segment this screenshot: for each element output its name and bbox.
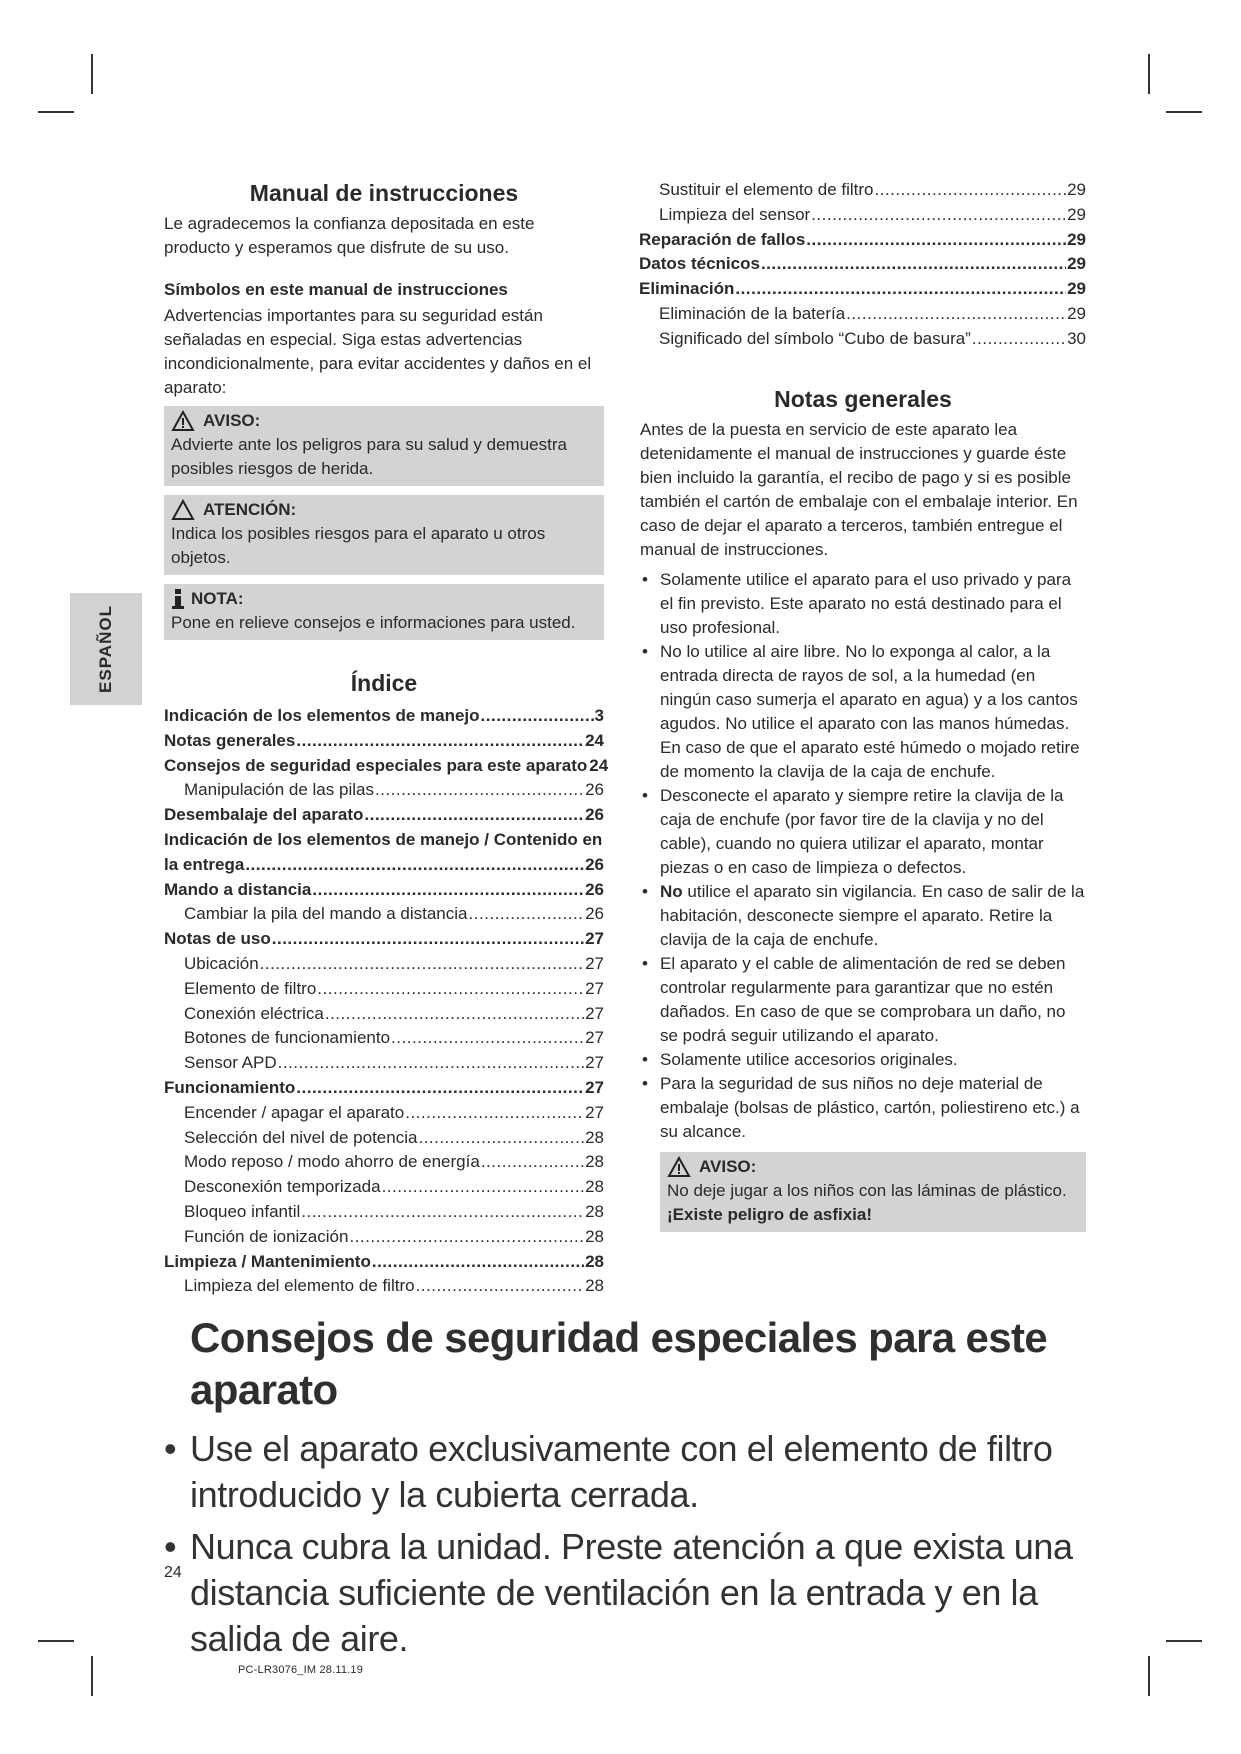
- toc-entry[interactable]: [164, 1225, 604, 1250]
- list-item: • Para la seguridad de sus niños no deje material de embalaje (bolsas de plástico, cartón, poliestireno etc.) a su alcance.: [640, 1072, 1086, 1144]
- toc-entry[interactable]: [164, 1150, 604, 1175]
- list-item: • Solamente utilice accesorios originales.: [640, 1048, 1086, 1072]
- footer-code: PC-LR3076_IM 28.11.19: [238, 1664, 364, 1676]
- toc-leader-dots: [296, 729, 584, 753]
- toc-entry-page: 27: [585, 1077, 604, 1097]
- aviso-box: [164, 406, 604, 486]
- toc-entry[interactable]: [639, 302, 1086, 327]
- atencion-text: Indica los posibles riesgos para el aparato u otros objetos.: [171, 524, 546, 567]
- toc-leader-dots: [481, 1150, 584, 1174]
- toc-entry-label: Botones de funcionamiento: [184, 1028, 391, 1048]
- toc-entry-label: Sustituir el elemento de filtro: [659, 180, 874, 199]
- toc-entry-page: 27: [585, 1053, 604, 1073]
- crop-mark: [1148, 1656, 1150, 1696]
- toc-entry-page: 26: [585, 904, 604, 924]
- toc-entry-page: 29: [1067, 254, 1086, 274]
- toc-entry-label: Manipulación de las pilas: [184, 780, 374, 800]
- notas-title: Notas generales: [774, 385, 952, 412]
- toc-entry-page: 28: [585, 1177, 604, 1197]
- toc-leader-dots: [301, 1200, 584, 1224]
- notas-bullets: [640, 568, 1086, 1144]
- crop-mark: [91, 1656, 93, 1696]
- toc-entry-page: 29: [1067, 204, 1086, 224]
- toc-entry[interactable]: [639, 228, 1086, 253]
- notas-intro: Antes de la puesta en servicio de este aparato lea detenidamente el manual de instrucciones y guarde éste bien incluido la garantía, el recibo de pago y si es posible también el cartón de embalaje con el embalaje interior. En caso de dejar el aparato a terceros, también entregue el manual de instrucciones.: [640, 419, 1078, 559]
- toc-entry[interactable]: [639, 203, 1086, 228]
- warning-heading: AVISO:: [699, 1156, 757, 1176]
- symbols-heading: Símbolos en este manual de instrucciones: [164, 280, 508, 299]
- toc-leader-dots: [405, 1101, 584, 1125]
- list-item: • No lo utilice al aire libre. No lo exponga al calor, a la entrada directa de rayos de sol, a la humedad (en ningún caso sumerja el aparato en agua) y a los cantos agudos. No utilice el aparato con las manos húmedas. En caso de que el aparato esté húmedo o mojado retire de momento la clavija de la caja de enchufe.: [640, 640, 1086, 784]
- toc-entry-label: Modo reposo / modo ahorro de energía: [184, 1152, 480, 1172]
- toc-entry-label: Conexión eléctrica: [184, 1003, 324, 1023]
- index-list-continued: [639, 178, 1086, 352]
- toc-leader-dots: [364, 803, 584, 827]
- toc-entry-page: 28: [585, 1201, 604, 1221]
- toc-entry-page: 28: [585, 1152, 604, 1172]
- toc-entry-label: Limpieza del elemento de filtro: [184, 1276, 415, 1296]
- manual-title: Manual de instrucciones: [249, 180, 519, 206]
- toc-entry[interactable]: [164, 1101, 604, 1126]
- toc-entry[interactable]: [164, 1051, 604, 1076]
- toc-entry-page: 27: [585, 1102, 604, 1122]
- toc-entry-page: 27: [585, 1028, 604, 1048]
- toc-leader-dots: [278, 1051, 584, 1075]
- toc-leader-dots: [735, 277, 1066, 301]
- warning-emphasis: ¡Existe peligro de asfixia!: [667, 1204, 873, 1224]
- toc-entry-page: 29: [1067, 229, 1086, 249]
- toc-entry-label: Reparación de fallos: [639, 229, 806, 249]
- toc-entry[interactable]: [164, 704, 604, 729]
- crop-mark: [1166, 1640, 1202, 1642]
- toc-entry[interactable]: [164, 729, 604, 754]
- toc-entry-label: Selección del nivel de potencia: [184, 1127, 418, 1147]
- manual-intro: Le agradecemos la confianza depositada en este producto y esperamos que disfrute de su uso.: [164, 214, 535, 257]
- list-item: • Desconecte el aparato y siempre retire la clavija de la caja de enchufe (por favor tire de la clavija y no del cable), cuando no quiera utilizar el aparato, montar piezas o en caso de limpieza o defectos.: [640, 784, 1086, 880]
- toc-entry-label: Limpieza / Mantenimiento: [164, 1251, 371, 1271]
- toc-entry-page: 27: [585, 1003, 604, 1023]
- crop-mark: [38, 111, 74, 113]
- index-list: [164, 704, 609, 828]
- toc-leader-dots: [272, 927, 584, 951]
- page-number: 24: [164, 1564, 182, 1581]
- toc-entry-page: 28: [585, 1226, 604, 1246]
- toc-entry[interactable]: [164, 1076, 604, 1101]
- symbols-text: Advertencias importantes para su seguridad están señaladas en especial. Siga estas advertencias incondicionalmente, para evitar accidentes y daños en el aparato:: [164, 306, 592, 397]
- toc-entry[interactable]: [164, 778, 604, 803]
- list-item: • Solamente utilice el aparato para el uso privado y para el fin previsto. Este aparato no está destinado para el uso profesional.: [640, 568, 1086, 640]
- toc-entry[interactable]: [164, 878, 604, 903]
- toc-entry-label: Indicación de los elementos de manejo / Contenido en: [164, 829, 603, 849]
- toc-leader-dots: [761, 252, 1066, 276]
- toc-entry-label: Notas de uso: [164, 929, 271, 949]
- list-item: • Use el aparato exclusivamente con el elemento de filtro introducido y la cubierta cerrada.: [164, 1426, 1084, 1518]
- nota-heading: NOTA:: [191, 589, 244, 608]
- atencion-heading: ATENCIÓN:: [203, 500, 297, 519]
- toc-entry-page: 29: [1067, 279, 1086, 299]
- toc-entry-page: 30: [1067, 328, 1086, 348]
- crop-mark: [1148, 54, 1150, 94]
- safety-section: [164, 1312, 1084, 1662]
- toc-entry[interactable]: [164, 977, 604, 1002]
- toc-leader-dots: [811, 203, 1066, 227]
- toc-entry[interactable]: [164, 803, 604, 828]
- toc-entry-label: Significado del símbolo “Cubo de basura”: [659, 328, 971, 348]
- nota-text: Pone en relieve consejos e informaciones para usted.: [171, 613, 576, 632]
- toc-entry-label: Elemento de filtro: [184, 978, 317, 998]
- notas-warning-box: [660, 1152, 1086, 1232]
- toc-entry-label: Indicación de los elementos de manejo: [164, 706, 480, 725]
- toc-leader-dots: [846, 302, 1066, 326]
- left-column: [164, 178, 609, 1299]
- toc-leader-dots: [875, 178, 1067, 202]
- toc-entry-label: Consejos de seguridad especiales para este aparato: [164, 755, 588, 775]
- toc-entry-label: Ubicación: [184, 953, 259, 973]
- toc-leader-dots: [416, 1274, 585, 1298]
- toc-leader-dots: [260, 952, 584, 976]
- warning-triangle-icon: [667, 1156, 691, 1178]
- toc-entry-label: la entrega: [164, 854, 245, 874]
- index-title: Índice: [350, 670, 418, 696]
- toc-entry-page: 3: [594, 706, 604, 725]
- toc-entry[interactable]: [164, 1175, 604, 1200]
- language-tab: [70, 593, 142, 705]
- toc-entry-label: Función de ionización: [184, 1226, 349, 1246]
- toc-entry-page: 29: [1067, 303, 1086, 323]
- toc-entry[interactable]: [639, 252, 1086, 277]
- toc-leader-dots: [972, 327, 1066, 351]
- toc-entry-label: Datos técnicos: [639, 254, 760, 274]
- warning-text: No deje jugar a los niños con las láminas de plástico.: [667, 1180, 1067, 1200]
- toc-leader-dots: [481, 704, 594, 728]
- toc-entry-label: Encender / apagar el aparato: [184, 1102, 405, 1122]
- index-list: [164, 878, 604, 1300]
- toc-entry-page: 26: [585, 805, 604, 825]
- toc-entry-label: Funcionamiento: [164, 1077, 296, 1097]
- toc-entry-page: 28: [585, 1127, 604, 1147]
- toc-entry-label: Desconexión temporizada: [184, 1177, 381, 1197]
- toc-leader-dots: [469, 902, 585, 926]
- toc-leader-dots: [382, 1175, 585, 1199]
- toc-entry-page: 26: [585, 879, 604, 899]
- toc-entry-page: 24: [585, 730, 604, 750]
- toc-leader-dots: [296, 1076, 584, 1100]
- list-item: • El aparato y el cable de alimentación de red se deben controlar regularmente para garantizar que no estén dañados. En caso de que se comprobara un daño, no se podrá seguir utilizando el aparato.: [640, 952, 1086, 1048]
- bullet-text: utilice el aparato sin vigilancia. En caso de salir de la habitación, desconecte siempre el aparato. Retire la clavija de la caja de enchufe.: [660, 881, 1085, 949]
- list-item: [640, 880, 1086, 952]
- toc-entry[interactable]: [639, 277, 1086, 302]
- toc-entry[interactable]: [164, 952, 604, 977]
- crop-mark: [38, 1640, 74, 1642]
- info-icon: [171, 589, 185, 609]
- toc-leader-dots: [312, 878, 584, 902]
- toc-entry-label: Limpieza del sensor: [659, 204, 811, 224]
- toc-entry-page: 29: [1067, 180, 1086, 199]
- caution-triangle-icon: [171, 499, 195, 521]
- nota-box: [164, 584, 604, 640]
- toc-entry-page: 27: [585, 929, 604, 949]
- crop-mark: [1166, 111, 1202, 113]
- toc-entry-label: Eliminación de la batería: [659, 303, 846, 323]
- aviso-text: Advierte ante los peligros para su salud y demuestra posibles riesgos de herida.: [171, 435, 567, 478]
- toc-entry[interactable]: [164, 1274, 604, 1299]
- toc-entry-label: Desembalaje del aparato: [164, 805, 364, 825]
- toc-leader-dots: [375, 778, 584, 802]
- toc-leader-dots: [317, 977, 584, 1001]
- toc-entry-page: 28: [585, 1251, 604, 1271]
- aviso-heading: AVISO:: [203, 411, 261, 430]
- toc-entry-page: 27: [585, 978, 604, 998]
- toc-entry-page: 27: [585, 953, 604, 973]
- toc-entry-label: Eliminación: [639, 279, 735, 299]
- toc-entry[interactable]: [164, 754, 609, 779]
- toc-entry[interactable]: [164, 828, 604, 878]
- right-column: [640, 178, 1086, 1241]
- toc-leader-dots: [418, 1126, 584, 1150]
- toc-entry-label: Sensor APD: [184, 1053, 277, 1073]
- toc-entry-page: 28: [585, 1276, 604, 1296]
- atencion-box: [164, 495, 604, 575]
- toc-entry-label: Bloqueo infantil: [184, 1201, 301, 1221]
- toc-leader-dots: [325, 1002, 584, 1026]
- toc-entry[interactable]: [164, 1250, 604, 1275]
- toc-leader-dots: [391, 1026, 584, 1050]
- bullet-bold-word: No: [660, 881, 683, 901]
- crop-mark: [91, 54, 93, 94]
- toc-entry-label: Cambiar la pila del mando a distancia: [184, 904, 468, 924]
- toc-leader-dots: [372, 1250, 584, 1274]
- toc-entry[interactable]: [164, 1002, 604, 1027]
- toc-entry[interactable]: [164, 1026, 604, 1051]
- toc-entry[interactable]: [639, 178, 1086, 203]
- safety-bullets: [164, 1426, 1084, 1662]
- toc-leader-dots: [349, 1225, 584, 1249]
- toc-entry[interactable]: [164, 1126, 604, 1151]
- toc-entry[interactable]: [164, 902, 604, 927]
- toc-leader-dots: [806, 228, 1066, 252]
- toc-entry-page: 26: [585, 854, 604, 874]
- toc-entry[interactable]: [164, 927, 604, 952]
- language-tab-label: ESPAÑOL: [96, 605, 116, 693]
- toc-entry-label: Mando a distancia: [164, 879, 312, 899]
- toc-entry[interactable]: [639, 327, 1086, 352]
- toc-entry-label: Notas generales: [164, 730, 296, 750]
- list-item: • Nunca cubra la unidad. Preste atención a que exista una distancia suficiente de ventilación en la entrada y en la salida de aire.: [164, 1524, 1084, 1662]
- toc-entry-page: 26: [585, 780, 604, 800]
- toc-entry-page: 24: [589, 755, 609, 775]
- warning-triangle-icon: [171, 410, 195, 432]
- toc-entry[interactable]: [164, 1200, 604, 1225]
- safety-title: Consejos de seguridad especiales para este aparato: [190, 1314, 1048, 1413]
